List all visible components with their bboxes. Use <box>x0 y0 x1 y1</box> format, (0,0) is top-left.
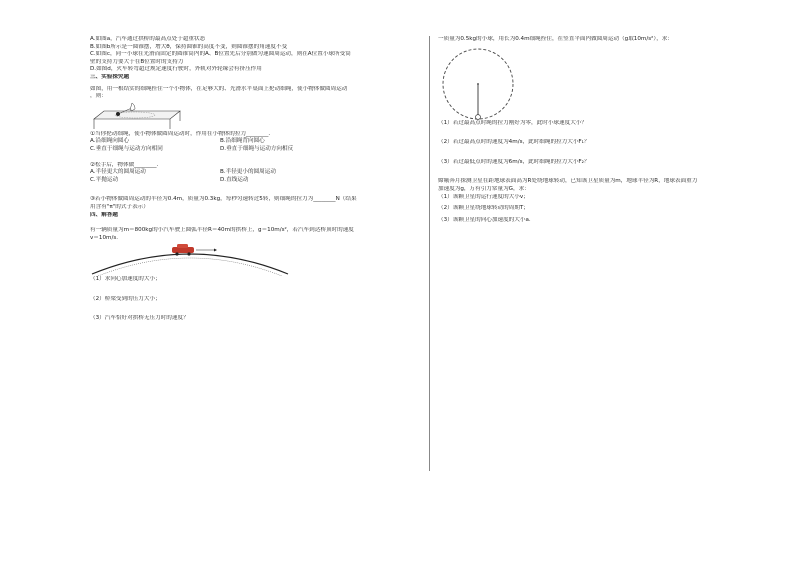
table-string-figure <box>90 101 190 131</box>
option-c: C.平抛运动 <box>90 176 119 183</box>
option-d: D.垂直于细绳与运动方向相反 <box>220 145 294 152</box>
car-question-2: （2）桥梁受到的压力大小； <box>90 295 161 302</box>
experiment-intro: 如图，用一根结实的细绳拴住一个小物体，在足够大的、光滑水平桌面上抡动细绳，使小物体做圆周运动 <box>90 85 348 92</box>
car-on-bridge-figure <box>90 242 290 276</box>
option-d: D.直线运动 <box>220 176 249 183</box>
question-3-stem: ③若小物体做圆周运动的半径为0.4m，质量为0.3kg，每秒匀速转过5转，则细绳的拉力为________N（结果 <box>90 196 357 203</box>
option-line: 壁的支持力要大于在B位置时的支持力 <box>90 58 184 65</box>
option-line: D.如图d，火车转弯超过规定速度行驶时，外轨对外轮缘会有挤压作用 <box>90 66 262 73</box>
option-line: C.如图c，同一小球在光滑而固定的圆锥筒内的A、B位置先后分别做匀速圆周运动，则在A位置小球所受筒 <box>90 51 351 58</box>
question-3-stem: 用含有"π"的式子表示） <box>90 203 149 210</box>
question-2-options <box>90 169 420 177</box>
car-question-3: （3）汽车恰好对拱桥无压力时的速度？ <box>90 315 189 322</box>
section-heading-answers: 四、解答题 <box>90 211 118 218</box>
satellite-intro: 加速度为g，万有引力常量为G，求： <box>438 185 530 192</box>
left-column <box>90 36 420 323</box>
question-1-options <box>90 138 420 146</box>
question-1-stem: ①当你抡动细绳，使小物体做圆周运动时，作用在小物体的拉力________． <box>90 130 275 137</box>
vertical-circle-figure <box>438 44 538 120</box>
ball-question-3: （3）若过最低点时的速度为6m/s，此时细绳的拉力大小F₂？ <box>438 158 590 165</box>
satellite-question-1: （1）该颗卫星的运行速度的大小v； <box>438 193 529 200</box>
right-column <box>438 36 738 224</box>
option-line: A.如图a，汽车通过拱桥的最高点处于超重状态 <box>90 36 206 42</box>
ball-question-2: （2）若过最高点时的速度为4m/s，此时细绳的拉力大小F₁？ <box>438 139 590 146</box>
satellite-question-3: （3）该颗卫星的向心加速度的大小a. <box>438 216 531 223</box>
car-problem-intro: v＝10m/s. <box>90 234 119 241</box>
satellite-question-2: （2）该颗卫星绕地球转动的周期T； <box>438 205 529 212</box>
option-line: B.如图b所示是一圆锥摆，增大θ，保持圆锥的高度不变，则圆锥摆的角速度不变 <box>90 43 288 50</box>
ball-question-1: （1）若过最高点时绳的拉力刚好为零，此时小球速度大小？ <box>438 119 587 126</box>
car-question-1: （1）求向心加速度的大小； <box>90 276 161 283</box>
car-problem-intro: 有一辆质量为m＝800kg的小汽车驶上圆弧半径R＝40m的拱桥上，g＝10m/s²，若汽车到达桥顶时的速度 <box>90 227 354 234</box>
option-b: B.半径更小的圆周运动 <box>220 169 276 176</box>
option-a: A.半径更大的圆周运动 <box>90 169 146 176</box>
option-b: B.沿细绳背向圆心 <box>220 138 265 145</box>
experiment-intro: ，则： <box>90 93 107 100</box>
satellite-intro: 嫦娥奔月探测卫星在距地球表面高为R处绕地球转动，已知该卫星质量为m，地球半径为R，地球表面重力 <box>438 178 698 185</box>
question-2-stem: ②松手后，物体做________． <box>90 161 163 168</box>
option-c: C.垂直于细绳与运动方向相同 <box>90 145 163 152</box>
section-heading-experiment: 三、实验探究题 <box>90 73 130 80</box>
option-a: A.沿细绳向圆心 <box>90 138 130 145</box>
ball-problem-intro: 一质量为0.5kg的小球，用长为0.4m细绳拴住，在竖直平面内做圆周运动（g取10m/s²），求： <box>438 36 673 42</box>
column-divider <box>429 36 430 471</box>
